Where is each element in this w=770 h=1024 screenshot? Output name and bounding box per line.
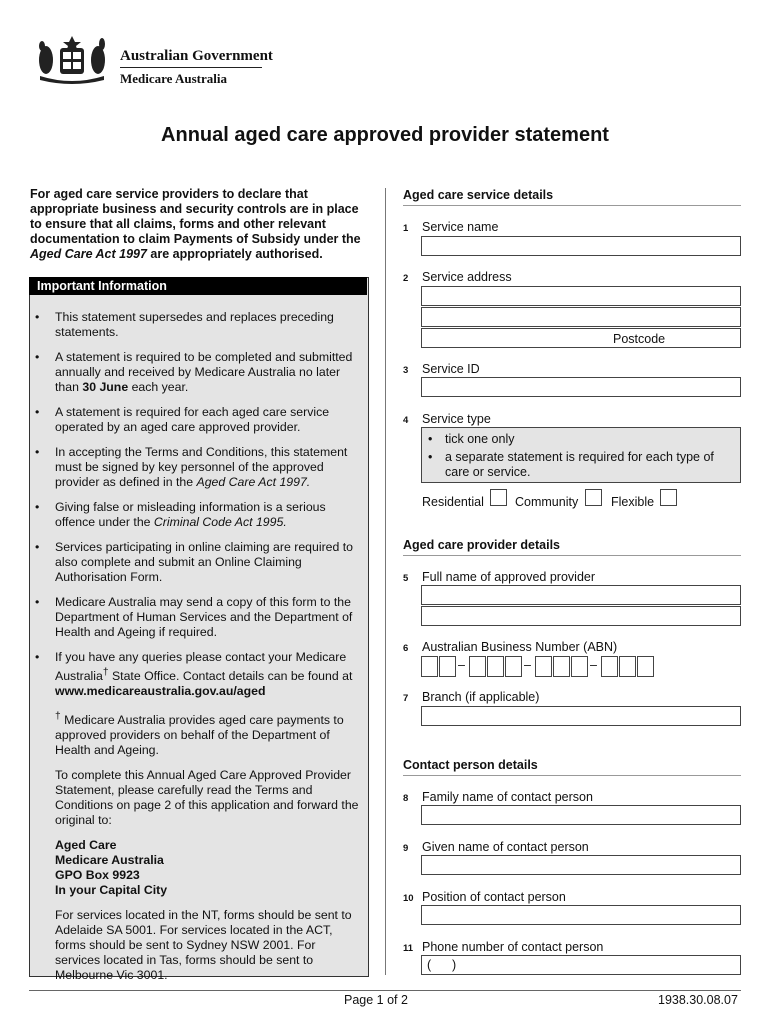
question-number: 7 — [403, 693, 409, 704]
given-name-label: Given name of contact person — [422, 840, 589, 854]
list-item: • This statement supersedes and replaces preceding statements. — [35, 310, 361, 340]
list-item: • Giving false or misleading information is a serious offence under the Criminal Code Act 1995. — [35, 500, 361, 530]
question-number: 6 — [403, 643, 409, 654]
abn-digit-box[interactable] — [535, 656, 552, 677]
page-number: Page 1 of 2 — [344, 993, 408, 1007]
question-number: 2 — [403, 273, 409, 284]
question-number: 1 — [403, 223, 409, 234]
question-number: 4 — [403, 415, 409, 426]
branch-label: Branch (if applicable) — [422, 690, 540, 704]
column-divider — [385, 188, 386, 975]
family-name-label: Family name of contact person — [422, 790, 593, 804]
residential-label: Residential — [422, 495, 484, 509]
abn-digit-box[interactable] — [601, 656, 618, 677]
abn-input[interactable] — [421, 656, 661, 678]
question-number: 8 — [403, 793, 409, 804]
form-code: 1938.30.08.07 — [658, 993, 738, 1007]
abn-digit-box[interactable] — [505, 656, 522, 677]
position-input[interactable] — [421, 905, 741, 925]
area-code-brackets: ( ) — [427, 958, 457, 972]
government-name: Australian Government — [120, 48, 273, 64]
postcode-label: Postcode — [613, 332, 666, 346]
footnote: † Medicare Australia provides aged care payments to approved providers on behalf of the Department of Health and Ageing. — [55, 711, 344, 758]
residential-checkbox[interactable] — [490, 489, 507, 506]
phone-input[interactable] — [421, 955, 741, 975]
tip-bullet: • — [428, 450, 433, 464]
intro-text: For aged care service providers to declare that appropriate business and security controls are in place to ensure that all claims, forms and other relevant documentation to claim Payments of Subsidy under the Aged Care Act 1997 are appropriately authorised. — [30, 187, 361, 261]
provider-details-heading: Aged care provider details — [403, 538, 561, 552]
list-item: • A statement is required to be completed and submitted annually and received by Medicare Australia no later than 30 June each year. — [35, 350, 361, 395]
provider-name-label: Full name of approved provider — [422, 570, 596, 584]
abn-digit-box[interactable] — [469, 656, 486, 677]
branch-input[interactable] — [421, 706, 741, 726]
abn-digit-box[interactable] — [571, 656, 588, 677]
phone-label: Phone number of contact person — [422, 940, 604, 954]
question-number: 11 — [403, 943, 414, 954]
abn-dash: – — [458, 658, 465, 672]
section-divider — [403, 555, 741, 556]
abn-digit-box[interactable] — [439, 656, 456, 677]
position-label: Position of contact person — [422, 890, 566, 904]
postal-address: Aged Care Medicare Australia GPO Box 9923 In your Capital City — [55, 838, 168, 898]
service-address-line2-input[interactable] — [421, 307, 741, 327]
complete-instructions: To complete this Annual Aged Care Approved Provider Statement, please carefully read the Terms and Conditions on page 2 of this application and forward the original to: — [55, 768, 359, 828]
abn-dash: – — [524, 658, 531, 672]
coat-of-arms-icon — [32, 34, 112, 84]
service-name-input[interactable] — [421, 236, 741, 256]
service-address-line3-input[interactable] — [421, 328, 741, 348]
flexible-checkbox[interactable] — [660, 489, 677, 506]
flexible-label: Flexible — [611, 495, 655, 509]
abn-label: Australian Business Number (ABN) — [422, 640, 618, 654]
agency-name: Medicare Australia — [120, 71, 227, 86]
header-divider — [120, 67, 262, 68]
question-number: 5 — [403, 573, 409, 584]
service-name-label: Service name — [422, 220, 499, 234]
abn-digit-box[interactable] — [487, 656, 504, 677]
abn-dash: – — [590, 658, 597, 672]
given-name-input[interactable] — [421, 855, 741, 875]
service-address-label: Service address — [422, 270, 512, 284]
page-title: Annual aged care approved provider statement — [161, 124, 609, 146]
abn-digit-box[interactable] — [553, 656, 570, 677]
question-number: 3 — [403, 365, 409, 376]
provider-name-line2-input[interactable] — [421, 606, 741, 626]
abn-digit-box[interactable] — [421, 656, 438, 677]
tip-bullet: • — [428, 432, 433, 446]
section-divider — [403, 205, 741, 206]
section-divider — [403, 775, 741, 776]
service-id-input[interactable] — [421, 377, 741, 397]
service-id-label: Service ID — [422, 362, 480, 376]
family-name-input[interactable] — [421, 805, 741, 825]
list-item: • Medicare Australia may send a copy of this form to the Department of Human Services and the Department of Health and Ageing if required. — [35, 595, 361, 640]
service-address-line1-input[interactable] — [421, 286, 741, 306]
question-number: 9 — [403, 843, 409, 854]
abn-digit-box[interactable] — [619, 656, 636, 677]
list-item: • Services participating in online claiming are required to also complete and submit an Online Claiming Authorisation Form. — [35, 540, 361, 585]
tip-text: a separate statement is required for each type of care or service. — [445, 450, 714, 479]
state-forwarding-info: For services located in the NT, forms should be sent to Adelaide SA 5001. For services located in the ACT, forms should be sent to Sydney NSW 2001. For services located in Tas, forms should be sent to Melbourne Vic 3001. — [55, 908, 352, 983]
community-checkbox[interactable] — [585, 489, 602, 506]
contact-details-heading: Contact person details — [403, 758, 538, 772]
service-details-heading: Aged care service details — [403, 188, 554, 202]
service-type-label: Service type — [422, 412, 491, 426]
abn-digit-box[interactable] — [637, 656, 654, 677]
footer-divider — [29, 990, 741, 991]
list-item: • A statement is required for each aged care service operated by an aged care approved provider. — [35, 405, 361, 435]
provider-name-line1-input[interactable] — [421, 585, 741, 605]
list-item: • If you have any queries please contact your Medicare Australia† State Office. Contact details can be found at www.medicareaustralia.gov.au/aged — [35, 650, 361, 699]
community-label: Community — [515, 495, 579, 509]
list-item: • In accepting the Terms and Conditions, this statement must be signed by key personnel of the approved provider as defined in the Aged Care Act 1997. — [35, 445, 361, 490]
question-number: 10 — [403, 893, 414, 904]
important-info-list — [35, 310, 361, 983]
important-info-heading: Important Information — [29, 277, 367, 295]
tip-text: tick one only — [445, 432, 515, 446]
